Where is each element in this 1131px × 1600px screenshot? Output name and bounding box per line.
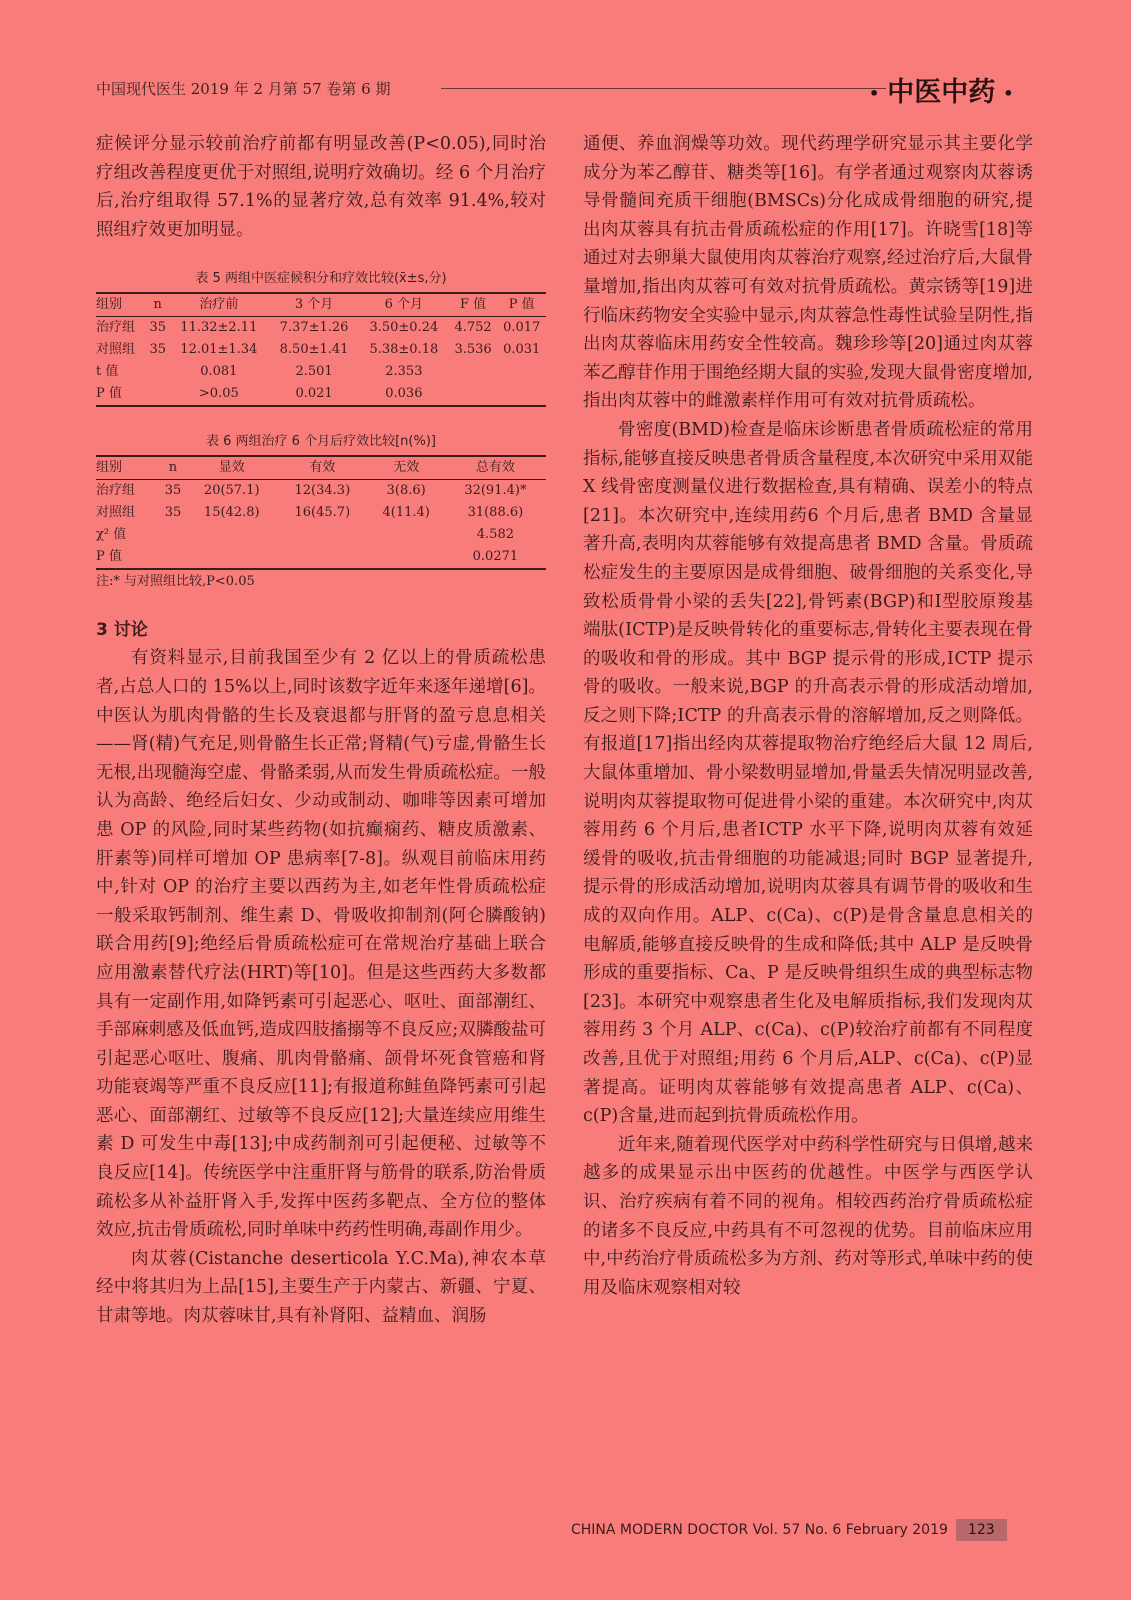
right-paragraph-2: 骨密度(BMD)检查是临床诊断患者骨质疏松症的常用指标,能够直接反映患者骨质含量程度,本次研究中采用双能 X 线骨密度测量仪进行数据检查,具有精确、误差小的特点[21]。本次研究中,连续用药6 个月后,患者 BMD 含量显著升高,表明肉苁蓉能够有效提高患者 BMD 含量。骨质疏松症发生的主要原因是成骨细胞、破骨细胞的关系变化,导致松质骨骨小梁的丢失[22],骨钙素(BGP)和Ⅰ型胶原羧基端肽(ⅠCTP)是反映骨转化的重要标志,骨转化主要表现在骨的吸收和骨的形成。其中 BGP 提示骨的形成,ⅠCTP 提示骨的吸收。一般来说,BGP 的升高表示骨的形成活动增加,反之则下降;ⅠCTP 的升高表示骨的溶解增加,反之则降低。有报道[17]指出经肉苁蓉提取物治疗绝经后大鼠 12 周后,大鼠体重增加、骨小梁数明显增加,骨量丢失情况明显改善,说明肉苁蓉提取物可促进骨小梁的重建。本次研究中,肉苁蓉用药 6 个月后,患者ⅠCTP 水平下降,说明肉苁蓉有效延缓骨的吸收,抗击骨细胞的功能减退;同时 BGP 显著提升,提示骨的形成活动增加,说明肉苁蓉具有调节骨的吸收和生成的双向作用。ALP、c(Ca)、c(P)是骨含量息息相关的电解质,能够直接反映骨的生成和降低;其中 ALP 是反映骨形成的重要指标、Ca、P 是反映骨组织生成的典型标志物[23]。本研究中观察患者生化及电解质指标,我们发现肉苁蓉用药 3 个月 ALP、c(Ca)、c(P)较治疗前都有不同程度改善,且优于对照组;用药 6 个月后,ALP、c(Ca)、c(P)显著提高。证明肉苁蓉能够有效提高患者 ALP、c(Ca)、c(P)含量,进而起到抗骨质疏松作用。 xyxy=(583,419,1033,1127)
table6-caption: 表 6 两组治疗 6 个月后疗效比较[n(%)] xyxy=(206,434,436,450)
table5-header-cell: 组别 xyxy=(96,293,147,317)
table6-cell: 35 xyxy=(164,483,182,499)
table5-cell: 治疗组 xyxy=(96,320,136,336)
table6-cell: 对照组 xyxy=(96,505,136,521)
header-rule xyxy=(441,88,886,89)
table6-cell xyxy=(277,546,368,569)
table5-cell: 5.38±0.18 xyxy=(369,342,439,358)
table5-cell: 0.031 xyxy=(503,342,541,358)
table6-block xyxy=(96,433,546,592)
table5-cell: 11.32±2.11 xyxy=(180,320,258,336)
table6-cell: 4.582 xyxy=(476,527,514,543)
table5-cell: t 值 xyxy=(96,364,119,380)
table6-cell: 32(91.4)* xyxy=(464,483,527,499)
right-paragraph-3: 近年来,随着现代医学对中药科学性研究与日俱增,越来越多的成果显示出中医药的优越性。中医学与西医学认识、治疗疾病有着不同的视角。相较西药治疗骨质疏松症的诸多不良反应,中药具有不可忽视的优势。目前临床应用中,中药治疗骨质疏松多为方剂、药对等形式,单味中药的使用及临床观察相对较 xyxy=(583,1134,1033,1298)
table5-header-cell: 3 个月 xyxy=(269,293,359,317)
page-footer xyxy=(571,1519,1007,1541)
table5-cell: 35 xyxy=(149,342,166,358)
table6-cell: 4(11.4) xyxy=(382,505,430,521)
table5-header-cell: P 值 xyxy=(497,293,546,317)
table6-cell: 20(57.1) xyxy=(203,483,260,499)
table5-cell: 0.081 xyxy=(200,364,238,380)
table5-block xyxy=(96,270,546,407)
table6-cell: P 值 xyxy=(96,546,160,569)
table6 xyxy=(96,455,546,570)
table6-row xyxy=(96,502,546,524)
table5-body xyxy=(96,317,546,407)
table5-cell xyxy=(497,361,546,383)
table5-cell xyxy=(497,383,546,406)
table6-header-cell: 显效 xyxy=(186,456,277,480)
right-column xyxy=(583,130,1033,1302)
section-name: 中医中药 xyxy=(887,77,996,108)
table6-cell xyxy=(160,524,187,546)
table6-row xyxy=(96,524,546,546)
table6-header-cell: n xyxy=(160,456,187,480)
table5-cell: P 值 xyxy=(96,383,147,406)
table5 xyxy=(96,292,546,407)
table5-header-row xyxy=(96,293,546,317)
table5-row xyxy=(96,339,546,361)
table6-note: 注:* 与对照组比较,P<0.05 xyxy=(96,574,255,590)
table5-cell: 35 xyxy=(149,320,166,336)
table6-cell xyxy=(368,546,445,569)
table5-row xyxy=(96,383,546,406)
table6-cell xyxy=(186,524,277,546)
table6-header-row xyxy=(96,456,546,480)
table5-cell: 0.036 xyxy=(359,383,449,406)
table5-cell: 2.353 xyxy=(385,364,423,380)
left-column xyxy=(96,130,546,1331)
table5-header-cell: 治疗前 xyxy=(169,293,270,317)
section-title xyxy=(861,70,1021,109)
table5-header-cell: 6 个月 xyxy=(359,293,449,317)
table6-header-cell: 无效 xyxy=(368,456,445,480)
table5-cell: 12.01±1.34 xyxy=(180,342,258,358)
discussion-paragraph-1: 有资料显示,目前我国至少有 2 亿以上的骨质疏松患者,占总人口的 15%以上,同时该数字近年来逐年递增[6]。中医认为肌肉骨骼的生长及衰退都与肝肾的盈亏息息相关——肾(精)气充足,则骨骼生长正常;肾精(气)亏虚,骨骼生长无根,出现髓海空虚、骨骼柔弱,从而发生骨质疏松症。一般认为高龄、绝经后妇女、少动或制动、咖啡等因素可增加患 OP 的风险,同时某些药物(如抗癫痫药、糖皮质激素、肝素等)同样可增加 OP 患病率[7-8]。纵观目前临床用药中,针对 OP 的治疗主要以西药为主,如老年性骨质疏松症一般采取钙制剂、维生素 D、骨吸收抑制剂(阿仑膦酸钠)联合用药[9];绝经后骨质疏松症可在常规治疗基础上联合应用激素替代疗法(HRT)等[10]。但是这些西药大多数都具有一定副作用,如降钙素可引起恶心、呕吐、面部潮红、手部麻刺感及低血钙,造成四肢搐搦等不良反应;双膦酸盐可引起恶心呕吐、腹痛、肌肉骨骼痛、颌骨坏死食管癌和肾功能衰竭等严重不良反应[11];有报道称鲑鱼降钙素可引起恶心、面部潮红、过敏等不良反应[12];大量连续应用维生素 D 可发生中毒[13];中成药制剂可引起便秘、过敏等不良反应[14]。传统医学中注重肝肾与筋骨的联系,防治骨质疏松多从补益肝肾入手,发挥中医药多靶点、全方位的整体效应,抗击骨质疏松,同时单味中药药性明确,毒副作用少。 xyxy=(96,648,546,1241)
table5-header-cell: F 值 xyxy=(449,293,498,317)
intro-paragraph: 症候评分显示较前治疗前都有明显改善(P<0.05),同时治疗组改善程度更优于对照组,说明疗效确切。经 6 个月治疗后,治疗组取得 57.1%的显著疗效,总有效率 91.4%,较对照组疗效更加明显。 xyxy=(96,134,546,240)
table5-cell: 0.021 xyxy=(269,383,359,406)
table6-row xyxy=(96,546,546,569)
table5-cell xyxy=(147,361,169,383)
table6-cell: 35 xyxy=(164,505,182,521)
table6-cell xyxy=(368,524,445,546)
table5-row xyxy=(96,317,546,340)
page-number: 123 xyxy=(956,1519,1007,1541)
table6-cell: 治疗组 xyxy=(96,483,136,499)
table6-row xyxy=(96,480,546,503)
journal-title: 中国现代医生 2019 年 2 月第 57 卷第 6 期 xyxy=(96,80,391,98)
table6-cell xyxy=(277,524,368,546)
table5-cell: 4.752 xyxy=(454,320,492,336)
table5-row xyxy=(96,361,546,383)
bullet-dot-left: • xyxy=(869,84,880,103)
table6-cell: 3(8.6) xyxy=(386,483,426,499)
table6-cell xyxy=(186,546,277,569)
page-header xyxy=(96,72,1036,108)
table5-cell: 7.37±1.26 xyxy=(279,320,349,336)
table5-cell: 3.536 xyxy=(454,342,492,358)
section-heading-discussion: 3 讨论 xyxy=(96,620,148,641)
table6-cell: 16(45.7) xyxy=(294,505,351,521)
table5-cell: >0.05 xyxy=(169,383,270,406)
table6-cell: 0.0271 xyxy=(445,546,546,569)
table5-caption: 表 5 两组中医症候积分和疗效比较(x̄±s,分) xyxy=(195,271,447,287)
right-paragraph-1: 通便、养血润燥等功效。现代药理学研究显示其主要化学成分为苯乙醇苷、糖类等[16]。有学者通过观察肉苁蓉诱导骨髓间充质干细胞(BMSCs)分化成成骨细胞的研究,提出肉苁蓉具有抗击骨质疏松症的作用[17]。许晓雪[18]等通过对去卵巢大鼠使用肉苁蓉治疗观察,经过治疗后,大鼠骨量增加,指出肉苁蓉可有效对抗骨质疏松。黄宗锈等[19]进行临床药物安全实验中显示,肉苁蓉急性毒性试验呈阴性,指出肉苁蓉临床用药安全性较高。魏珍珍等[20]通过肉苁蓉苯乙醇苷作用于围绝经期大鼠的实验,发现大鼠骨密度增加,指出肉苁蓉中的雌激素样作用可有效对抗骨质疏松。 xyxy=(583,134,1033,412)
table5-cell xyxy=(449,383,498,406)
table5-cell: 2.501 xyxy=(295,364,333,380)
table6-cell: 15(42.8) xyxy=(203,505,260,521)
table5-cell xyxy=(147,383,169,406)
discussion-paragraph-2: 肉苁蓉(Cistanche deserticola Y.C.Ma),神农本草经中将其归为上品[15],主要生产于内蒙古、新疆、宁夏、甘肃等地。肉苁蓉味甘,具有补肾阳、益精血、润肠 xyxy=(96,1248,546,1327)
table5-cell: 8.50±1.41 xyxy=(279,342,349,358)
bullet-dot-right: • xyxy=(1003,84,1014,103)
table5-cell xyxy=(449,361,498,383)
footer-journal: CHINA MODERN DOCTOR Vol. 57 No. 6 February 2019 xyxy=(571,1522,948,1538)
table6-header-cell: 有效 xyxy=(277,456,368,480)
table6-header-cell: 总有效 xyxy=(445,456,546,480)
table5-header-cell: n xyxy=(147,293,169,317)
table6-cell: 12(34.3) xyxy=(294,483,351,499)
table5-cell: 0.017 xyxy=(503,320,541,336)
table5-cell: 3.50±0.24 xyxy=(369,320,439,336)
table5-cell: 对照组 xyxy=(96,342,136,358)
table6-body xyxy=(96,480,546,570)
table6-cell xyxy=(160,546,187,569)
table6-header-cell: 组别 xyxy=(96,456,160,480)
table6-cell: 31(88.6) xyxy=(467,505,524,521)
table6-cell: χ² 值 xyxy=(96,527,127,543)
